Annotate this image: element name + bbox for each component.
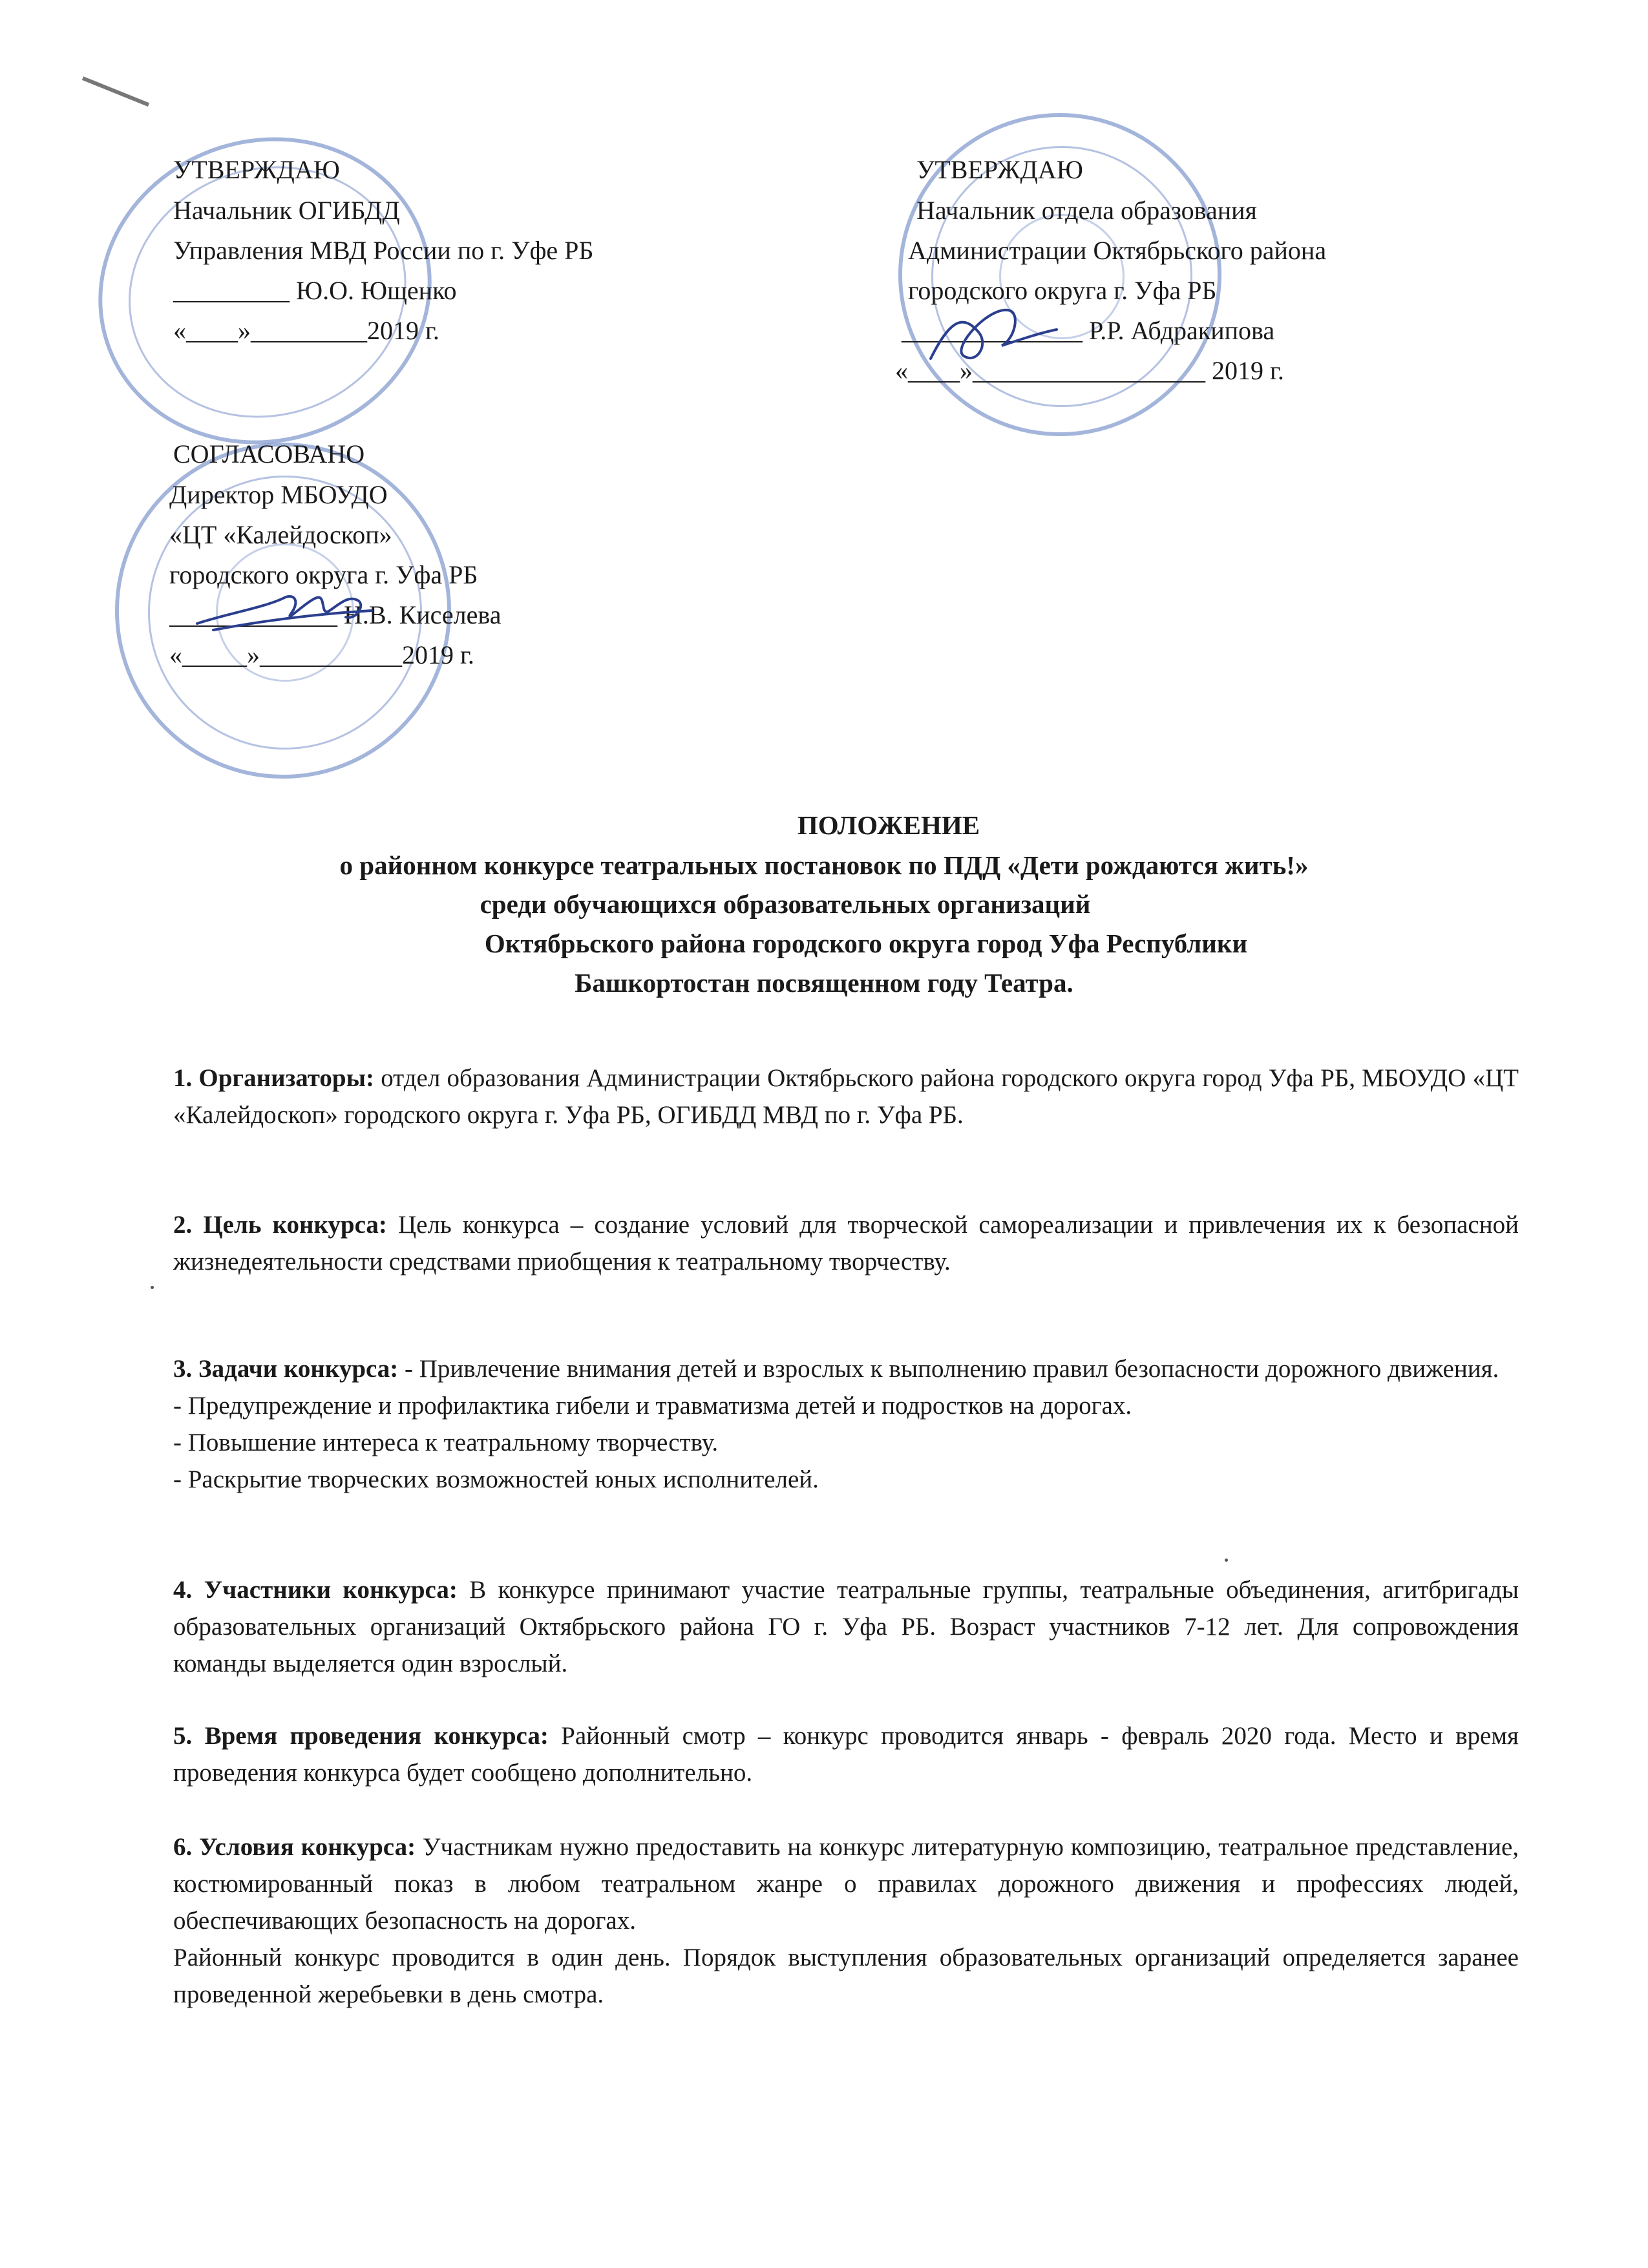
section-conditions	[173, 1829, 1519, 2013]
section-tasks-text: - Привлечение внимания детей и взрослых к выполнению правил безопасности дорожного движения.	[398, 1355, 1499, 1383]
approve-right-district: городского округа г. Уфа РБ	[908, 276, 1217, 305]
agreed-date-line: «_____»___________2019 г.	[169, 640, 474, 669]
approve-right-organization: Администрации Октябрьского района	[908, 236, 1327, 265]
title-line-4: Октябрьского района городского округа город Уфа Республики	[484, 929, 1248, 958]
agreed-position: Директор МБОУДО	[169, 480, 388, 509]
kiseleva-signature	[187, 575, 381, 646]
abdrakipova-signature	[918, 294, 1066, 378]
title-line-5: Башкортостан посвященном году Театра.	[575, 968, 1073, 998]
agreed-heading: СОГЛАСОВАНО	[173, 439, 365, 468]
section-conditions-text: Участникам нужно предоставить на конкурс литературную композицию, театральное представление, костюмированный показ в любом театральном жанре о правилах дорожного движения и профессиях людей, обеспечивающих безопасность на дорогах.	[173, 1833, 1519, 1935]
title-line-2: о районном конкурсе театральных постановок по ПДД «Дети рождаются жить!»	[339, 850, 1309, 880]
section-tasks-item: - Раскрытие творческих возможностей юных исполнителей.	[173, 1465, 819, 1493]
approve-left-signature-line: _________ Ю.О. Ющенко	[173, 276, 457, 305]
section-participants-text: В конкурсе принимают участие театральные группы, театральные объединения, агитбригады образовательных организаций Октябрьского района ГО г. Уфа РБ. Возраст участников 7-12 лет. Для сопровождения команды выделяется один взрослый.	[173, 1576, 1519, 1677]
approve-left-date-line: «____»_________2019 г.	[173, 316, 439, 345]
scan-mark	[82, 76, 149, 107]
approve-left-organization: Управления МВД России по г. Уфе РБ	[173, 236, 594, 265]
section-time-heading: 5. Время проведения конкурса:	[173, 1722, 549, 1750]
approve-left-heading: УТВЕРЖДАЮ	[173, 155, 340, 184]
section-conditions-text-2: Районный конкурс проводится в один день. Порядок выступления образовательных организаций определяется заранее проведенной жеребьевки в день смотра.	[173, 1944, 1519, 2008]
section-conditions-heading: 6. Условия конкурса:	[173, 1833, 416, 1861]
section-organizers-text: отдел образования Администрации Октябрьского района городского округа город Уфа РБ, МБОУДО «ЦТ «Калейдоскоп» городского округа г. Уфа РБ, ОГИБДД МВД по г. Уфа РБ.	[173, 1064, 1519, 1129]
approve-right-signature-line: ______________ Р.Р. Абдракипова	[902, 316, 1275, 345]
agreed-organization: «ЦТ «Калейдоскоп»	[169, 520, 392, 549]
agreed-signature-line: _____________ Н.В. Киселева	[169, 600, 502, 629]
section-tasks-item: - Повышение интереса к театральному творчеству.	[173, 1429, 719, 1456]
document-title: ПОЛОЖЕНИЕ	[797, 810, 980, 840]
section-organizers-heading: 1. Организаторы:	[173, 1064, 375, 1092]
section-participants	[173, 1571, 1519, 1682]
section-goal	[173, 1206, 1519, 1280]
title-line-3: среди обучающихся образовательных организаций	[480, 889, 1091, 919]
agreed-district: городского округа г. Уфа РБ	[169, 560, 478, 589]
scan-speck	[1225, 1559, 1228, 1562]
section-tasks-item: - Предупреждение и профилактика гибели и травматизма детей и подростков на дорогах.	[173, 1392, 1132, 1420]
section-participants-heading: 4. Участники конкурса:	[173, 1576, 458, 1604]
approve-left-position: Начальник ОГИБДД	[173, 196, 400, 225]
section-goal-heading: 2. Цель конкурса:	[173, 1211, 387, 1239]
approve-right-date-line: «____»__________________ 2019 г.	[895, 356, 1284, 385]
approve-right-heading: УТВЕРЖДАЮ	[916, 155, 1083, 184]
section-tasks-heading: 3. Задачи конкурса:	[173, 1355, 399, 1383]
section-organizers	[173, 1060, 1519, 1133]
scan-speck	[151, 1286, 154, 1289]
section-time-text: Районный смотр – конкурс проводится январь - февраль 2020 года. Место и время проведения конкурса будет сообщено дополнительно.	[173, 1722, 1519, 1787]
section-tasks	[173, 1350, 1519, 1498]
section-goal-text: Цель конкурса – создание условий для творческой самореализации и привлечения их к безопасной жизнедеятельности средствами приобщения к театральному творчеству.	[173, 1211, 1519, 1276]
section-time	[173, 1717, 1519, 1791]
approve-right-position: Начальник отдела образования	[916, 196, 1257, 225]
